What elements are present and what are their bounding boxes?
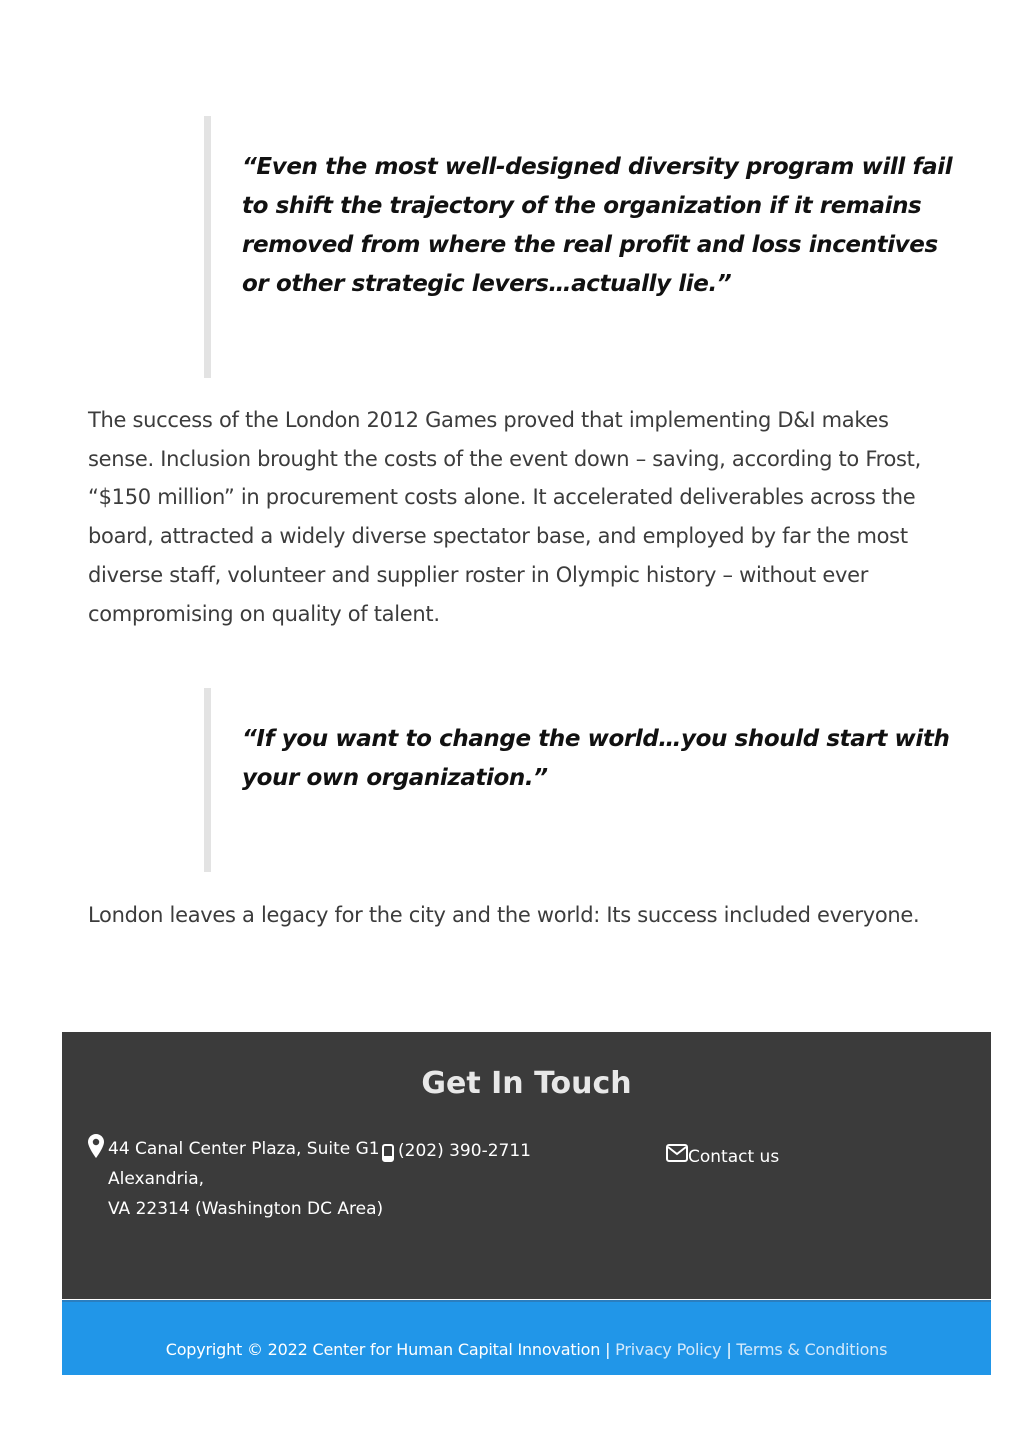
address-line-3: VA 22314 (Washington DC Area) (108, 1199, 384, 1219)
copyright-bar (62, 1300, 991, 1375)
blockquote-2 (204, 688, 964, 872)
body-paragraph-2: London leaves a legacy for the city and the world: Its success included everyone. (88, 903, 920, 927)
map-pin-icon (88, 1134, 104, 1168)
contact-us-link[interactable]: Contact us (688, 1147, 780, 1167)
quote-text-1: “Even the most well-designed diversity program will fail to shift the trajectory of the organization if it remains removed from where the real profit and loss incentives or other strategic levers…actually lie.” (242, 154, 953, 297)
envelope-icon (666, 1142, 688, 1172)
address-line-1: 44 Canal Center Plaza, Suite G1 (108, 1139, 380, 1159)
phone-icon (382, 1142, 394, 1172)
copyright-line (62, 1340, 991, 1359)
copyright-separator: | (726, 1340, 732, 1359)
phone-block[interactable] (382, 1136, 531, 1166)
quote-text-2: “If you want to change the world…you should start with your own organization.” (242, 726, 950, 791)
contact-block[interactable] (666, 1142, 779, 1172)
phone-number[interactable]: (202) 390-2711 (398, 1141, 531, 1161)
privacy-policy-link[interactable]: Privacy Policy (615, 1340, 722, 1359)
blockquote-1 (204, 116, 964, 378)
copyright-text: Copyright © 2022 Center for Human Capital Innovation (165, 1340, 601, 1359)
address-line-2: Alexandria, (108, 1169, 205, 1189)
copyright-separator: | (605, 1340, 611, 1359)
body-paragraph-1: The success of the London 2012 Games proved that implementing D&I makes sense. Inclusion brought the costs of the event down – saving, according to Frost, “$150 million” in procurement costs alone. It accelerated deliverables across the board, attracted a widely diverse spectator base, and employed by far the most diverse staff, volunteer and supplier roster in Olympic history – without ever compromising on quality of talent. (88, 408, 921, 626)
footer-title: Get In Touch (421, 1066, 632, 1101)
footer-contact-section (62, 1032, 991, 1299)
terms-conditions-link[interactable]: Terms & Conditions (736, 1340, 888, 1359)
address-block (88, 1134, 383, 1224)
